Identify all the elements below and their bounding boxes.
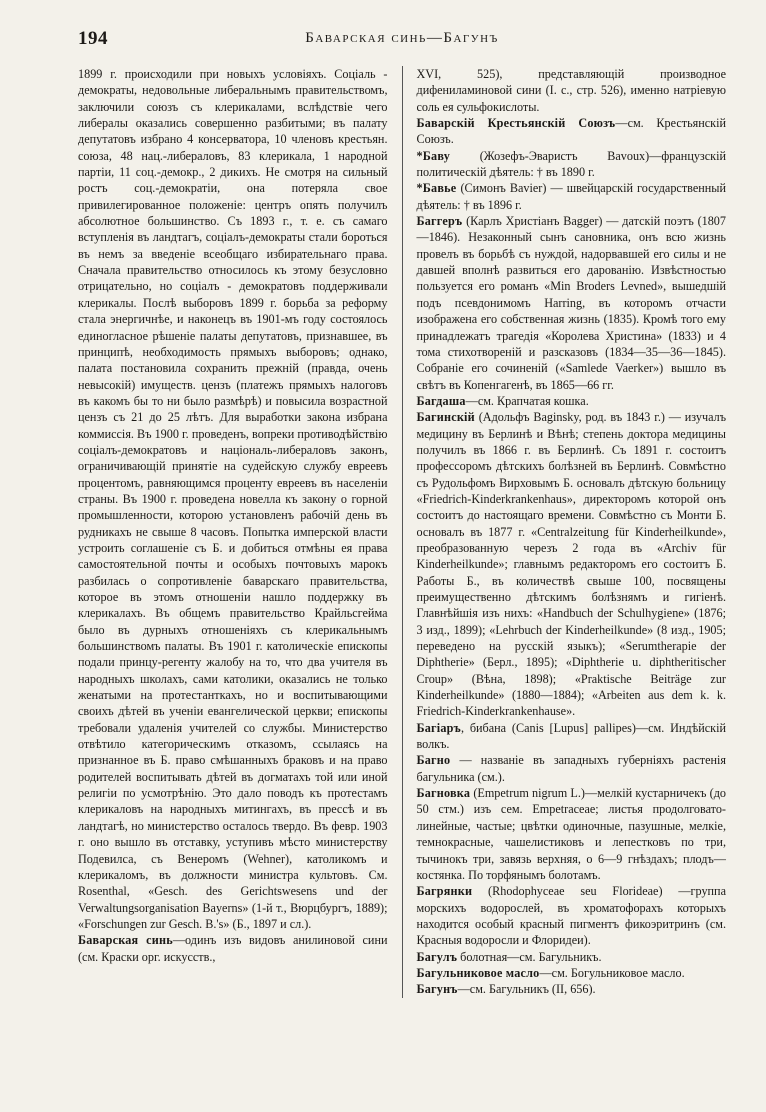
entry-headword: Баггеръ <box>416 214 463 229</box>
entry <box>417 883 727 948</box>
entry <box>417 752 727 785</box>
entry-text: — названіе въ западныхъ губерніяхъ растенія багульника (см.). <box>416 753 726 784</box>
entry-headword: Багдаша <box>416 393 466 408</box>
entry-text: —см. Крапчатая кошка. <box>465 393 589 408</box>
left-column <box>78 66 388 998</box>
entry-text: —см. Багульникъ (II, 656). <box>457 982 596 997</box>
entry <box>417 965 727 981</box>
entry-text: болотная—см. Багульникъ. <box>457 949 602 964</box>
entry-headword: Баварскій Крестьянскій Союзъ <box>416 116 616 131</box>
entry <box>417 720 727 753</box>
entry-headword: Багрянки <box>416 884 473 899</box>
entry-headword: Багулъ <box>416 949 458 964</box>
entry-text: (Rhodophyceae seu Florideae) —группа морскихъ водорослей, въ хроматофорахъ которыхъ находится особый красный пигментъ фикоэритринъ (см. Красныя водоросли и Флоридеи). <box>416 884 726 948</box>
entry-text: (Жозефъ-Эваристъ Bavoux)—французскій политическій дѣятель: † въ 1890 г. <box>416 148 726 180</box>
entry-text: , бибана (Canis [Lupus] pallipes)—см. Индѣйскій волкъ. <box>416 720 726 752</box>
entry-headword: Багунъ <box>416 982 458 997</box>
entry-text: (Симонъ Bavier) — швейцарскій государственный дѣятель: † въ 1896 г. <box>416 181 726 212</box>
entry-text: (Empetrum nigrum L.)—мелкій кустарничекъ (до 50 стм.) изъ сем. Empetraceae; листья продолговато-линейные, частые; цвѣтки одиночные, пазушные, мелкіе, темнокрасные, чашелистиковъ и лепестковъ по три, тычинокъ три, завязь верхняя, о 6—9 гнѣздахъ; плодъ—костянка. По торфянымъ болотамъ. <box>416 786 726 882</box>
paragraph: 1899 г. происходили при новыхъ условіяхъ. Соціаль - демократы, недовольные либеральнымъ правительствомъ, заключили союзъ съ клерикалами, вслѣдствіе чего либералы оказались совершенно разбитыми; въ палату депутатовъ избрано 4 консерватора, 10 членовъ крестьян. союза, 48 нац.-либераловъ, 83 клерикала, 1 народной партіи, 11 соц.-демокр., 2 дикихъ. Не смотря на сильный ростъ соц.-демократіи, она потеряла свое привилегированное положеніе: центръ опять получилъ абсолютное большинство. Съ 1893 г., т. е. съ самаго вступленія въ ландтагъ, соціалъ-демократы стали бороться въ немъ за введеніе всеобщаго избирательнаго права. Сначала правительство относилось къ этому безусловно отрицательно, но соціалъ - демократовъ поддерживали клерикалы. Послѣ выборовъ 1899 г. борьба за реформу стала энергичнѣе, и наконецъ въ 1901-мъ году состоялось единогласное рѣшеніе палаты депутатовъ, признавшее, въ принципѣ, необходимость прямыхъ выборовъ; однако, палата постановила сохранить прежній (правда, очень невысокій) имуществ. цензъ (платежъ прямыхъ налоговъ въ какомъ бы то ни было размѣрѣ) и повысила возрастной цензъ съ 21 до 25 лѣтъ. Для выработки закона избрана коммиссія. Въ 1900 г. проведенъ, вопреки противодѣйствію соціалъ-демократовъ и національ-либераловъ законъ, ограничивающій принятіе на судейскую службу евреевъ процентомъ, равняющимся проценту евреевъ въ населеніи страны. Въ 1900 г. проведена новелла къ закону о горной промышленности, которою установленъ рабочій день въ рудникахъ не свыше 8 часовъ. Попытка имперской власти устроить соглашеніе съ Б. и добиться отмѣны ея права самостоятельной почты и особыхъ почтовыхъ марокъ разбилась о сопротивленіе баварскаго правительства, которое въ этомъ отношеніи нашло поддержку въ клерикалахъ. Въ общемъ правительство Крайльсгейма было въ дурныхъ отношеніяхъ съ клерикальнымъ большинствомъ палаты. Въ 1901 г. католическіе епископы подали принцу-регенту жалобу на то, что два учителя въ народныхъ школахъ, сами католики, оказались не только женатыми на протестанткахъ, но и воспитывающими своихъ дѣтей въ ученіи евангелической церкви; епископы требовали удаленія учителей со службы. Министерство отвѣтило категорическимъ отказомъ, ссылаясь на признанное въ Б. право смѣшанныхъ браковъ и на право родителей воспитывать дѣтей въ догматахъ той или иной религіи по усмотрѣнію. Это дало поводъ къ протестамъ клерикаловъ на народныхъ митингахъ, въ прессѣ и въ ландтагѣ, но министерство осталось твердо. Въ февр. 1903 г. оно вышло въ отставку, уступивъ мѣсто министерству Подевилса, съ Венеромъ (Wehner), католикомъ и клерикаломъ, въ должности министра культовъ. См. Rosenthal, «Gesch. des Gerichtswesens und der Verwaltungsorganisation Bayerns» (1-й т., Вюрцбургъ, 1889); «Forschungen zur Gesch. B.'s» (Б., 1897 и сл.). <box>78 67 388 931</box>
entry <box>417 949 727 965</box>
paragraph: XVI, 525), представляющій производное дифениламиновой сини (I. с., стр. 526), именно натріевую соль ея сульфокислоты. <box>416 67 726 114</box>
entry-headword: *Бавье <box>416 181 457 196</box>
entry-headword: Багинскій <box>416 410 475 425</box>
page-header <box>78 22 726 56</box>
entry-headword: Багіаръ <box>416 720 461 735</box>
entry <box>417 393 727 409</box>
entry-headword: Баварская синь <box>78 933 173 948</box>
column-rule <box>402 66 403 998</box>
entry <box>417 785 727 883</box>
running-head: Баварская синь—Багунъ <box>305 30 499 46</box>
entry-text: (Карлъ Христіанъ Bagger) — датскій поэтъ (1807—1846). Незаконный сынъ сановника, онъ всю жизнь провелъ въ борьбѣ съ нуждой, надорвавшей его силы и не давшей вполнѣ развиться его дарованію. Извѣстностью пользуется его романъ «Min Broders Levned», вышедшій подъ псевдонимомъ Harring, въ которомъ отчасти изображена его собственная жизнь (1835). Кромѣ того ему принадлежатъ трагедія «Королева Христина» (1833) и 4 тома стихотвореній и разсказовъ (1834—35—36—1845). Собраніе его сочиненій («Samlede Vaerker») вышло въ свѣтъ въ Копенгагенѣ, въ 1865—66 гг. <box>416 214 726 392</box>
text-columns <box>78 66 726 998</box>
entry-headword: Багно <box>416 753 451 768</box>
page-number: 194 <box>78 28 108 49</box>
entry-text: —одинъ изъ видовъ анилиновой сини (см. Краски орг. искусств., <box>78 933 388 964</box>
entry <box>417 148 727 181</box>
entry-text: —см. Крестьянскій Союзъ. <box>416 116 726 147</box>
entry <box>417 981 727 997</box>
entry <box>417 180 727 213</box>
entry-text: (Адольфъ Baginsky, род. въ 1843 г.) — изучалъ медицину въ Берлинѣ и Вѣнѣ; степень доктора медицины получилъ въ 1866 г. въ Берлинѣ. Съ 1891 г. состоитъ профессоромъ дѣтскихъ болѣзней въ Берлинѣ. Совмѣстно съ Рудольфомъ Вирховымъ Б. основалъ дѣтскую больницу «Friedrich-Kinderkrankenhaus», директоромъ которой онъ состоитъ до настоящаго времени. Совмѣстно съ Монти Б. основалъ въ 1877 г. «Centralzeitung für Kinderheilkunde», преобразованную черезъ 2 года въ «Archiv für Kinderheilkunde»; главнымъ редакторомъ его состоитъ Б. Работы Б., въ количествѣ свыше 100, посвящены преимущественно дѣтскимъ болѣзнямъ и гигіенѣ. Главнѣйшія изъ нихъ: «Handbuch der Schulhygiene» (1876; 3 изд., 1899); «Lehrbuch der Kinderheilkunde» (8 изд., 1905; переведено на русскій языкъ); «Serumtherapie der Diphtherie» (Берл., 1895); «Diphtherie u. diphtheritischer Croup» (Вѣна, 1898); «Praktische Beiträge zur Kinderheilkunde» (1880—1884); «Arbeiten aus dem k. k. Friedrich-Kinderkrankenhause». <box>416 410 726 719</box>
entry-headword: Багульниковое масло <box>416 965 540 980</box>
entry <box>417 213 727 393</box>
right-column <box>417 66 727 998</box>
entry-headword: Багновка <box>416 786 471 801</box>
entry-text: —см. Богульниковое масло. <box>539 965 685 980</box>
entry-headword: *Баву <box>416 148 451 163</box>
entry <box>417 409 727 720</box>
entry <box>417 115 727 148</box>
entry <box>78 932 388 965</box>
